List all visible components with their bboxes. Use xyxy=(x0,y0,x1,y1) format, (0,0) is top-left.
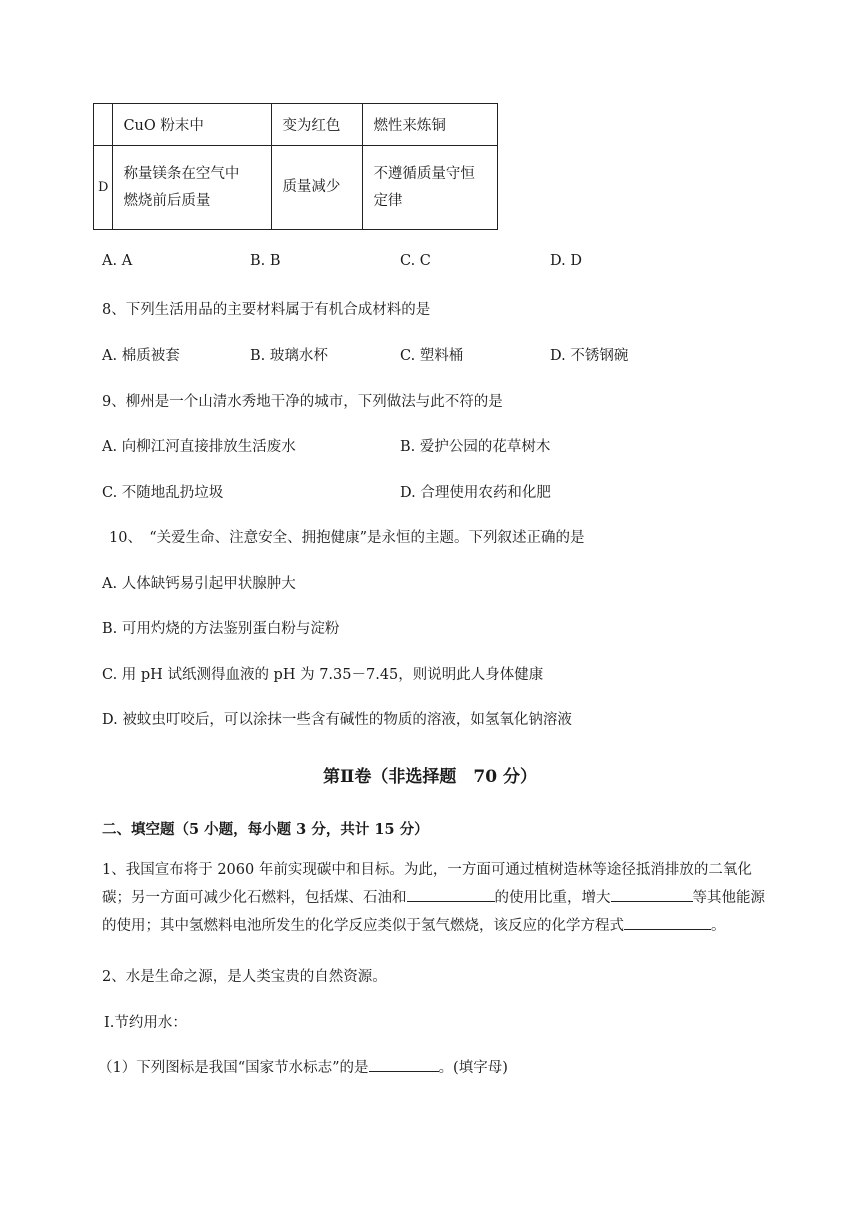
answer-blank[interactable] xyxy=(624,915,711,930)
q9-option-c: C. 不随地乱扔垃圾 xyxy=(102,485,224,501)
text-segment: （1）下列图标是我国“国家节水标志”的是 xyxy=(98,1060,369,1076)
question-8-stem: 8、下列生活用品的主要材料属于有机合成材料的是 xyxy=(102,302,431,318)
cell-line: 不遵循质量守恒 xyxy=(373,165,475,182)
q8-option-a: A. 棉质被套 xyxy=(102,348,180,364)
fill2-subheading: Ⅰ.节约用水： xyxy=(104,1015,187,1031)
q7-option-b: B. B xyxy=(250,253,281,269)
table-cell: 燃性来炼铜 xyxy=(363,104,498,146)
q10-option-d: D. 被蚊虫叮咬后，可以涂抹一些含有碱性的物质的溶液，如氢氧化钠溶液 xyxy=(102,712,572,728)
q10-option-c: C. 用 pH 试纸测得血液的 pH 为 7.35－7.45，则说明此人身体健康 xyxy=(102,667,544,683)
answer-blank[interactable] xyxy=(611,887,693,902)
part-2-title: 第Ⅱ卷（非选择题 70 分） xyxy=(323,767,537,787)
fill1-line1: 1、我国宣布将于 2060 年前实现碳中和目标。为此，一方面可通过植树造林等途径抵消排放的二氧化 xyxy=(102,862,752,878)
text-segment: 。 xyxy=(711,918,726,934)
fill2-stem: 2、水是生命之源，是人类宝贵的自然资源。 xyxy=(102,969,387,985)
fill1-line3 xyxy=(102,913,726,940)
answer-blank[interactable] xyxy=(369,1057,439,1072)
q8-option-c: C. 塑料桶 xyxy=(400,348,464,364)
table-cell xyxy=(113,146,272,230)
question-10-stem: 10、 “关爱生命、注意安全、拥抱健康”是永恒的主题。下列叙述正确的是 xyxy=(109,530,585,546)
q9-option-b: B. 爱护公园的花草树木 xyxy=(400,439,551,455)
text-segment: 的使用；其中氢燃料电池所发生的化学反应类似于氢气燃烧，该反应的化学方程式 xyxy=(102,918,624,934)
cell-line: 燃烧前后质量 xyxy=(123,192,211,209)
q7-option-a: A. A xyxy=(102,253,133,269)
q9-option-a: A. 向柳江河直接排放生活废水 xyxy=(102,439,296,455)
table-cell xyxy=(94,104,113,146)
q9-option-d: D. 合理使用农药和化肥 xyxy=(400,485,551,501)
table-cell: CuO 粉末中 xyxy=(113,104,272,146)
comparison-table xyxy=(93,103,498,230)
text-segment: 等其他能源 xyxy=(692,890,765,906)
question-9-stem: 9、柳州是一个山清水秀地干净的城市，下列做法与此不符的是 xyxy=(102,394,503,410)
q10-option-a: A. 人体缺钙易引起甲状腺肿大 xyxy=(102,576,296,592)
cell-line: 定律 xyxy=(373,192,403,209)
cell-line: 称量镁条在空气中 xyxy=(123,165,240,182)
table-cell: D xyxy=(94,146,113,230)
table-cell: 变为红色 xyxy=(272,104,363,146)
fill1-line2 xyxy=(102,885,765,912)
q7-option-c: C. C xyxy=(400,253,431,269)
table-row xyxy=(94,104,498,146)
q8-option-d: D. 不锈钢碗 xyxy=(550,348,629,364)
table-row xyxy=(94,146,498,230)
text-segment: 碳；另一方面可减少化石燃料，包括煤、石油和 xyxy=(102,890,407,906)
q8-option-b: B. 玻璃水杯 xyxy=(250,348,328,364)
fill2-q1 xyxy=(98,1056,508,1077)
answer-blank[interactable] xyxy=(407,887,495,902)
text-segment: 。(填字母) xyxy=(438,1060,508,1076)
q10-option-b: B. 可用灼烧的方法鉴别蛋白粉与淀粉 xyxy=(102,621,340,637)
table-cell xyxy=(363,146,498,230)
section-2-title: 二、填空题（5 小题，每小题 3 分，共计 15 分） xyxy=(102,821,429,838)
q7-option-d: D. D xyxy=(550,253,582,269)
table-cell: 质量减少 xyxy=(272,146,363,230)
text-segment: 的使用比重，增大 xyxy=(494,890,611,906)
